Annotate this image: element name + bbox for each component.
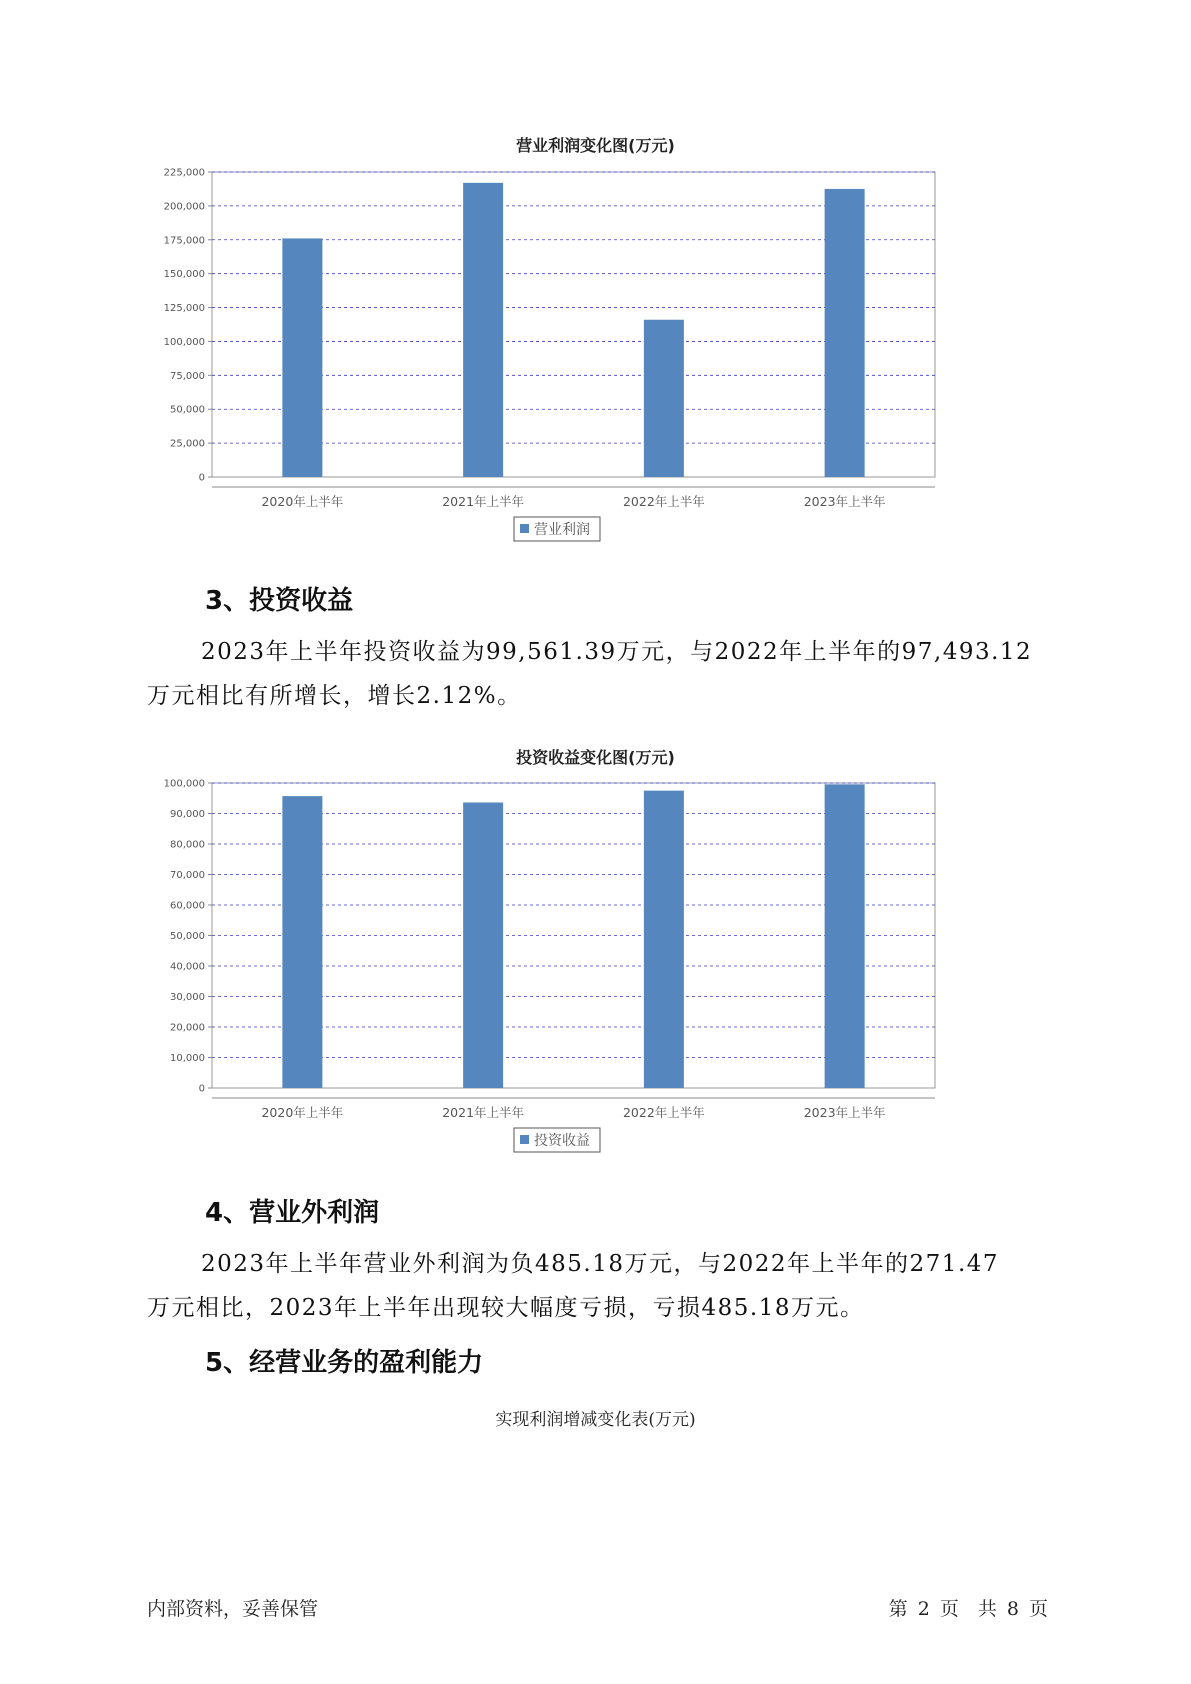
legend-swatch bbox=[520, 1135, 529, 1144]
x-tick-label: 2020年上半年 bbox=[261, 1105, 344, 1120]
y-tick-label: 70,000 bbox=[170, 870, 205, 881]
paragraph-non-operating-profit bbox=[147, 1242, 1077, 1330]
section-heading-non-operating-profit: 4、营业外利润 bbox=[205, 1198, 380, 1228]
y-tick-label: 10,000 bbox=[170, 1053, 205, 1064]
x-tick-label: 2020年上半年 bbox=[261, 494, 344, 509]
table-caption: 实现利润增减变化表(万元) bbox=[495, 1410, 696, 1430]
bar bbox=[282, 238, 322, 477]
y-tick-label: 200,000 bbox=[163, 201, 205, 213]
y-tick-label: 100,000 bbox=[163, 336, 205, 348]
paragraph-line: 万元相比，2023年上半年出现较大幅度亏损，亏损485.18万元。 bbox=[147, 1295, 865, 1321]
paragraph-line: 2023年上半年营业外利润为负485.18万元，与2022年上半年的271.47 bbox=[201, 1251, 1000, 1277]
y-tick-label: 25,000 bbox=[170, 438, 205, 450]
x-tick-label: 2022年上半年 bbox=[622, 1105, 705, 1120]
paragraph-investment-income bbox=[147, 630, 1077, 718]
y-tick-label: 50,000 bbox=[170, 931, 205, 942]
x-tick-label: 2022年上半年 bbox=[622, 494, 705, 509]
y-tick-label: 75,000 bbox=[170, 370, 205, 382]
bar bbox=[463, 803, 503, 1088]
y-tick-label: 125,000 bbox=[163, 303, 205, 315]
y-tick-label: 225,000 bbox=[163, 167, 205, 179]
y-tick-label: 0 bbox=[198, 472, 205, 484]
y-tick-label: 20,000 bbox=[170, 1022, 205, 1034]
footer-page-number: 第 2 页 共 8 页 bbox=[888, 1598, 1048, 1620]
y-tick-label: 50,000 bbox=[170, 404, 205, 416]
y-tick-label: 0 bbox=[198, 1083, 205, 1095]
x-tick-label: 2021年上半年 bbox=[442, 494, 525, 509]
paragraph-line: 万元相比有所增长，增长2.12%。 bbox=[147, 683, 522, 709]
y-tick-label: 175,000 bbox=[163, 235, 205, 247]
y-tick-label: 40,000 bbox=[170, 961, 205, 973]
x-tick-label: 2023年上半年 bbox=[803, 494, 886, 509]
chart-title-operating-profit: 营业利润变化图(万元) bbox=[516, 136, 675, 155]
bar bbox=[282, 796, 322, 1088]
y-tick-label: 150,000 bbox=[163, 269, 205, 281]
chart-title-investment-income: 投资收益变化图(万元) bbox=[516, 748, 675, 767]
y-tick-label: 30,000 bbox=[170, 992, 205, 1003]
y-tick-label: 100,000 bbox=[163, 778, 205, 790]
bar bbox=[644, 791, 684, 1088]
y-tick-label: 90,000 bbox=[170, 809, 205, 820]
bar bbox=[825, 189, 865, 477]
bar bbox=[825, 784, 865, 1088]
y-tick-label: 80,000 bbox=[170, 839, 205, 851]
footer-confidential-note: 内部资料，妥善保管 bbox=[147, 1598, 319, 1620]
x-tick-label: 2023年上半年 bbox=[803, 1105, 886, 1120]
paragraph-line: 2023年上半年投资收益为99,561.39万元，与2022年上半年的97,493.12 bbox=[201, 639, 1033, 665]
bar bbox=[463, 183, 503, 477]
operating-profit-chart bbox=[160, 165, 960, 550]
section-heading-investment-income: 3、投资收益 bbox=[205, 586, 354, 616]
x-tick-label: 2021年上半年 bbox=[442, 1105, 525, 1120]
investment-income-chart bbox=[160, 776, 960, 1161]
bar bbox=[644, 320, 684, 477]
legend-label: 营业利润 bbox=[534, 522, 590, 538]
section-heading-profitability: 5、经营业务的盈利能力 bbox=[205, 1348, 484, 1378]
legend-label: 投资收益 bbox=[534, 1133, 590, 1149]
legend-swatch bbox=[520, 524, 529, 533]
y-tick-label: 60,000 bbox=[170, 900, 205, 912]
